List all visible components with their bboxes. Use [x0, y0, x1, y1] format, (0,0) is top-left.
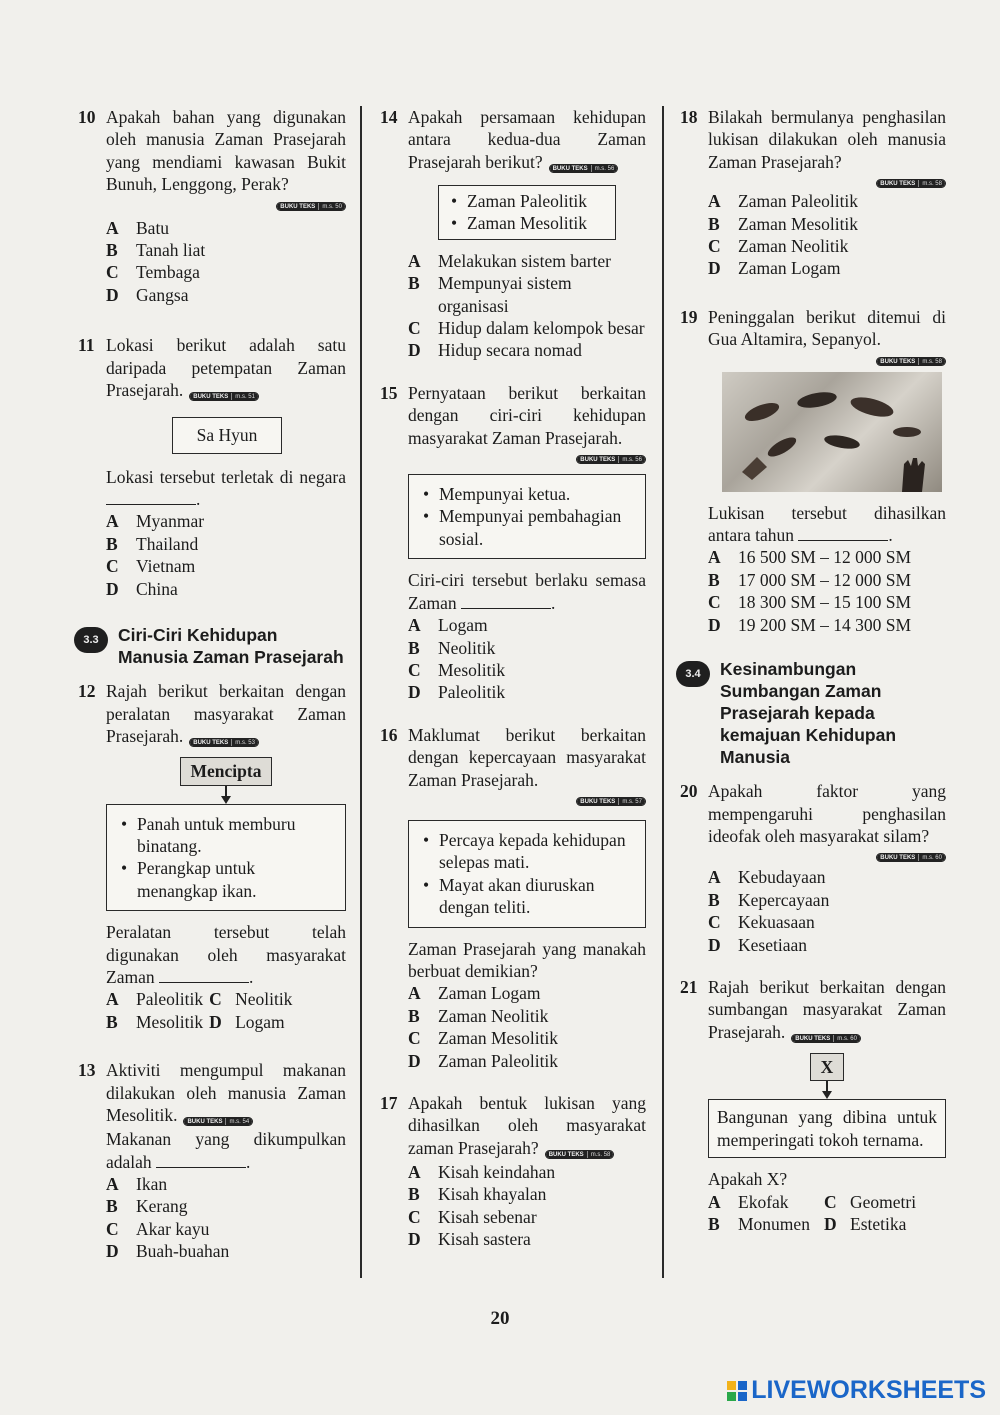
option-list	[708, 1191, 946, 1236]
option-list	[106, 988, 346, 1033]
arrow-stem	[826, 1081, 828, 1091]
liveworksheets-footer[interactable]	[727, 1376, 986, 1405]
option-d[interactable]: D 19 200 SM – 14 300 SM	[708, 614, 912, 635]
option-b[interactable]: B Tanah liat	[106, 240, 206, 261]
option-list	[106, 217, 346, 307]
column-3	[680, 106, 946, 1255]
question-stem: Ciri-ciri tersebut berlaku semasa Zaman .	[408, 570, 646, 613]
question-number: 10	[78, 107, 96, 127]
question-number: 13	[78, 1060, 96, 1081]
option-d[interactable]: D Kisah sastera	[408, 1229, 531, 1250]
bullet-item: • Zaman Mesolitik	[449, 212, 605, 234]
bullet-item: • Mempunyai pembahagian sosial.	[421, 505, 633, 550]
bullet-item: • Mayat akan diuruskan dengan teliti.	[421, 874, 633, 919]
option-a[interactable]: A Kebudayaan	[708, 867, 826, 888]
option-d[interactable]: D Kesetiaan	[708, 934, 807, 955]
option-c[interactable]: C Vietnam	[106, 556, 196, 577]
section-title: Kesinambungan Sumbangan Zaman Prasejarah kepada kemajuan Kehidupan Manusia	[720, 659, 897, 768]
textbook-reference-badge: BUKU TEKS m.s. 57	[408, 792, 646, 806]
textbook-reference-badge: BUKU TEKS m.s. 56	[408, 450, 646, 464]
question-16	[380, 724, 646, 1072]
option-a[interactable]: A Batu	[106, 217, 170, 238]
cave-painting-image	[722, 372, 942, 492]
option-a[interactable]: A Zaman Logam	[408, 983, 541, 1004]
option-a[interactable]: A Logam	[408, 615, 488, 636]
option-b[interactable]: B Zaman Neolitik	[408, 1005, 549, 1026]
bullet-item: • Mempunyai ketua.	[421, 483, 633, 505]
column-1	[78, 106, 346, 1283]
question-text: Aktiviti mengumpul makanan dilakukan oleh manusia Zaman Mesolitik. BUKU TEKS m.s. 54	[106, 1059, 346, 1128]
option-list	[708, 546, 946, 636]
option-d[interactable]: D Gangsa	[106, 284, 189, 305]
option-c[interactable]: C Mesolitik	[408, 659, 506, 680]
brand-name: LIVEWORKSHEETS	[751, 1376, 986, 1404]
question-stem: Peralatan tersebut telah digunakan oleh masyarakat Zaman .	[106, 922, 346, 987]
question-number: 12	[78, 681, 96, 702]
question-stem: Zaman Prasejarah yang manakah berbuat demikian?	[408, 938, 646, 981]
option-a[interactable]: A Paleolitik	[106, 989, 204, 1010]
textbook-reference-badge: BUKU TEKS m.s. 51	[189, 381, 259, 403]
option-d[interactable]: D Hidup secara nomad	[408, 340, 582, 361]
option-b[interactable]: B Kisah khayalan	[408, 1184, 547, 1205]
question-text: Apakah faktor yang mempengaruhi penghasilan ideofak oleh masyarakat silam?	[708, 781, 946, 846]
question-14	[380, 106, 646, 362]
option-c[interactable]: C 18 300 SM – 15 100 SM	[708, 592, 912, 613]
question-number: 11	[78, 335, 95, 356]
option-list	[408, 982, 646, 1072]
question-number: 20	[680, 781, 698, 802]
textbook-reference-badge: BUKU TEKS m.s. 56	[549, 153, 619, 175]
option-list	[708, 866, 946, 956]
column-divider-2	[662, 106, 664, 1278]
page-number: 20	[490, 1308, 510, 1329]
bullet-item: • Percaya kepada kehidupan selepas mati.	[421, 829, 633, 874]
answer-blank[interactable]	[798, 527, 888, 541]
option-c[interactable]: C Hidup dalam kelompok besar	[408, 318, 645, 339]
option-b[interactable]: B Mesolitik	[106, 1011, 204, 1032]
option-d[interactable]: D Estetika	[824, 1213, 907, 1234]
textbook-reference-badge: BUKU TEKS m.s. 58	[545, 1139, 615, 1161]
question-stem: Lokasi tersebut terletak di negara .	[106, 466, 346, 510]
question-20	[680, 780, 946, 956]
option-c[interactable]: C Kekuasaan	[708, 912, 815, 933]
info-box	[408, 820, 646, 928]
option-a[interactable]: A Myanmar	[106, 511, 205, 532]
textbook-reference-badge: BUKU TEKS m.s. 58	[708, 352, 946, 366]
option-c[interactable]: C Tembaga	[106, 262, 200, 283]
question-text: Apakah persamaan kehidupan antara kedua-dua Zaman Prasejarah berikut? BUKU TEKS m.s. 56	[408, 106, 646, 175]
question-15	[380, 382, 646, 704]
option-d[interactable]: D China	[106, 578, 178, 599]
info-box	[708, 1099, 946, 1158]
column-2	[380, 106, 646, 1271]
option-b[interactable]: B Zaman Mesolitik	[708, 213, 859, 234]
question-stem: Apakah X?	[708, 1169, 788, 1190]
option-b[interactable]: B Mempunyai sistem organisasi	[408, 273, 572, 316]
question-text: Bilakah bermulanya penghasilan lukisan dilakukan oleh manusia Zaman Prasejarah?	[708, 107, 946, 172]
answer-blank[interactable]	[461, 595, 551, 609]
question-21	[680, 976, 946, 1235]
option-d[interactable]: D Buah-buahan	[106, 1241, 230, 1262]
question-stem: Makanan yang dikumpulkan adalah .	[106, 1129, 346, 1172]
answer-blank[interactable]	[106, 491, 196, 505]
question-text: Maklumat berikut berkaitan dengan kepercayaan masyarakat Zaman Prasejarah.	[408, 724, 646, 790]
bullet-item: • Perangkap untuk menangkap ikan.	[119, 857, 333, 902]
option-b[interactable]: B Monumen	[708, 1213, 810, 1234]
section-number-badge: 3.3	[74, 627, 108, 653]
column-divider-1	[360, 106, 362, 1278]
box-text: Bangunan yang dibina untuk memperingati tokoh ternama.	[717, 1107, 937, 1150]
option-d[interactable]: D Logam	[209, 1011, 285, 1032]
option-c[interactable]: C Neolitik	[209, 989, 293, 1010]
question-12	[78, 680, 346, 1033]
question-number: 17	[380, 1093, 398, 1113]
section-title: Ciri-Ciri Kehidupan Manusia Zaman Prasejarah	[118, 625, 344, 668]
option-a[interactable]: A 16 500 SM – 12 000 SM	[708, 547, 912, 568]
question-10	[78, 106, 346, 306]
option-a[interactable]: A Kisah keindahan	[408, 1162, 556, 1182]
question-number: 14	[380, 107, 398, 127]
question-text: Peninggalan berikut ditemui di Gua Altamira, Sepanyol.	[708, 306, 946, 350]
question-13	[78, 1059, 346, 1262]
textbook-reference-badge: BUKU TEKS m.s. 60	[708, 848, 946, 862]
option-list	[408, 614, 646, 704]
question-text: Apakah bentuk lukisan yang dihasilkan oleh masyarakat zaman Prasejarah? BUKU TEKS m.s. 58	[408, 1092, 646, 1161]
info-box	[106, 804, 346, 912]
cave-painting-figures	[722, 372, 942, 492]
liveworksheets-logo-icon	[727, 1381, 747, 1401]
option-c[interactable]: C Zaman Neolitik	[708, 236, 849, 257]
question-number: 15	[380, 382, 398, 403]
question-text: Apakah bahan yang digunakan oleh manusia Zaman Prasejarah yang mendiami kawasan Bukit Bunuh, Lenggong, Perak?	[106, 107, 346, 195]
question-stem: Lukisan tersebut dihasilkan antara tahun .	[708, 502, 946, 546]
option-c[interactable]: C Zaman Mesolitik	[408, 1028, 559, 1049]
textbook-reference-badge: BUKU TEKS m.s. 60	[791, 1023, 861, 1045]
question-text: Lokasi berikut adalah satu daripada petempatan Zaman Prasejarah. BUKU TEKS m.s. 51	[106, 334, 346, 403]
option-b[interactable]: B Neolitik	[408, 637, 496, 658]
bullet-item: • Panah untuk memburu binatang.	[119, 813, 333, 858]
option-list	[408, 250, 646, 362]
option-b[interactable]: B Kepercayaan	[708, 889, 830, 910]
info-box	[438, 185, 616, 240]
option-a[interactable]: A Ekofak	[708, 1191, 789, 1212]
section-number-badge: 3.4	[676, 661, 710, 687]
textbook-reference-badge: BUKU TEKS m.s. 58	[708, 174, 946, 188]
question-number: 21	[680, 976, 698, 997]
option-d[interactable]: D Paleolitik	[408, 682, 506, 703]
diagram-label: X	[810, 1053, 845, 1081]
textbook-reference-badge: BUKU TEKS m.s. 50	[106, 197, 346, 211]
option-a[interactable]: A Zaman Paleolitik	[708, 191, 859, 212]
option-b[interactable]: B Kerang	[106, 1196, 188, 1217]
question-19	[680, 306, 946, 636]
option-c[interactable]: C Kisah sebenar	[408, 1206, 537, 1227]
arrow-down-icon	[221, 796, 231, 804]
option-c[interactable]: C Akar kayu	[106, 1218, 210, 1239]
location-box: Sa Hyun	[172, 417, 282, 453]
diagram-label: Mencipta	[180, 757, 273, 785]
bullet-item: • Zaman Paleolitik	[449, 190, 605, 212]
question-text: Rajah berikut berkaitan dengan sumbangan masyarakat Zaman Prasejarah. BUKU TEKS m.s. 60	[708, 976, 946, 1045]
option-list	[106, 510, 346, 600]
question-number: 16	[380, 724, 398, 745]
option-list	[708, 190, 946, 280]
option-c[interactable]: C Geometri	[824, 1191, 917, 1212]
question-text: Pernyataan berikut berkaitan dengan ciri-ciri kehidupan masyarakat Zaman Prasejarah.	[408, 382, 646, 448]
option-a[interactable]: A Melakukan sistem barter	[408, 250, 612, 271]
option-b[interactable]: B Thailand	[106, 533, 199, 554]
section-heading-3-3	[74, 624, 346, 668]
question-18	[680, 106, 946, 280]
question-text: Rajah berikut berkaitan dengan peralatan masyarakat Zaman Prasejarah. BUKU TEKS m.s. 53	[106, 680, 346, 749]
section-heading-3-4	[676, 658, 946, 768]
option-list	[408, 1161, 646, 1251]
question-17	[380, 1092, 646, 1251]
option-d[interactable]: D Zaman Logam	[708, 258, 841, 279]
textbook-reference-badge: BUKU TEKS m.s. 53	[189, 727, 259, 749]
answer-blank[interactable]	[159, 969, 249, 983]
option-b[interactable]: B 17 000 SM – 12 000 SM	[708, 569, 912, 590]
option-a[interactable]: A Ikan	[106, 1173, 168, 1194]
question-number: 19	[680, 306, 698, 327]
info-box	[408, 474, 646, 559]
textbook-reference-badge: BUKU TEKS m.s. 54	[183, 1106, 253, 1128]
option-d[interactable]: D Zaman Paleolitik	[408, 1050, 559, 1071]
question-number: 18	[680, 107, 698, 127]
option-list	[106, 1173, 346, 1263]
arrow-stem	[225, 786, 227, 796]
answer-blank[interactable]	[156, 1154, 246, 1168]
question-11	[78, 334, 346, 600]
arrow-down-icon	[822, 1091, 832, 1099]
